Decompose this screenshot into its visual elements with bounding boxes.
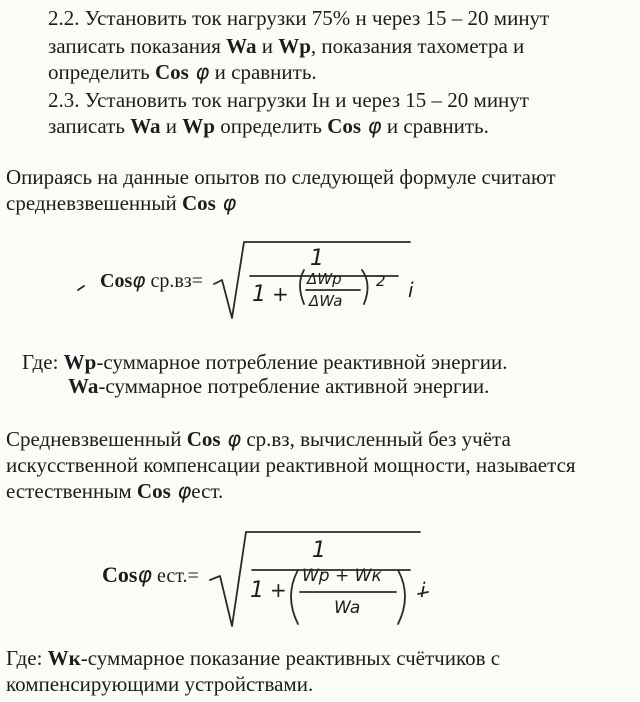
item-2-3-line2	[48, 114, 489, 139]
text: определить	[214, 114, 328, 138]
item-2-2-line1-text: 2.2. Установить ток нагрузки 75% н через 15 – 20 минут	[48, 6, 550, 30]
where2-line2-text: компенсирующими устройствами.	[6, 672, 314, 696]
cos-term: Cos	[327, 114, 362, 138]
where1-line2	[68, 374, 489, 399]
wk-term: Wк	[47, 646, 81, 670]
intro-line2	[6, 191, 236, 216]
formula1-tail: i	[408, 278, 414, 302]
cos-term: Cos	[136, 479, 171, 503]
item-2-2-line3	[48, 60, 317, 85]
phi-symbol: φ	[132, 268, 146, 292]
wa-term: Wa	[68, 374, 99, 398]
phi-symbol: φ	[220, 427, 242, 451]
wp-term: Wp	[63, 350, 97, 374]
formula2-right-paren	[398, 570, 405, 624]
cos-term: Cos	[155, 60, 189, 84]
where2-line1	[6, 646, 500, 671]
phi-symbol: φ	[361, 114, 382, 138]
text: -суммарное потребление активной энергии.	[98, 374, 490, 398]
phi-symbol: φ	[188, 60, 210, 84]
text: Где:	[22, 350, 64, 374]
text: средневзвешенный	[6, 191, 182, 215]
text: записать	[48, 114, 131, 138]
formula2-numerator: 1	[312, 538, 326, 563]
natural-line2	[6, 453, 576, 478]
text: и	[256, 34, 279, 58]
phi-symbol: φ	[170, 479, 192, 503]
formula1-frac-num: ΔWp	[307, 270, 342, 288]
text: и сравнить.	[381, 114, 489, 138]
formula1-frac-den: ΔWa	[309, 292, 343, 310]
formula1-plus: +	[272, 282, 289, 306]
text: ест.=	[151, 565, 199, 587]
text: -суммарное показание реактивных счётчиков с	[80, 646, 501, 670]
wp-term: Wp	[278, 34, 311, 58]
formula2-frac-num: Wp + Wк	[302, 566, 382, 586]
formula2-lhs	[102, 562, 199, 588]
formula2-one: 1	[250, 578, 264, 603]
where1-line1	[22, 350, 507, 375]
formula1-one: 1	[252, 282, 266, 307]
text: ср.вз=	[145, 270, 203, 292]
wa-term: Wa	[130, 114, 161, 138]
cos-term: Cos	[186, 427, 221, 451]
intro-line1-text: Опираясь на данные опытов по следующей формуле считают	[6, 165, 556, 189]
text: и	[160, 114, 183, 138]
cos-term: Cos	[102, 562, 138, 587]
cos-term: Cos	[100, 270, 133, 292]
text: определить	[48, 60, 156, 84]
wp-term: Wp	[182, 114, 215, 138]
formula1-tick-mark	[78, 286, 84, 290]
natural-line2-text: искусственной компенсации реактивной мощности, называется	[6, 453, 576, 477]
formula1-numerator: 1	[310, 246, 324, 271]
text: естественным	[6, 479, 137, 503]
formula1-right-paren	[362, 270, 368, 304]
text: и сравнить.	[209, 60, 317, 84]
item-2-2-line2	[48, 34, 524, 59]
cos-term: Cos	[182, 191, 216, 215]
formula2-frac-den: Wa	[334, 598, 361, 618]
text: ест.	[191, 479, 224, 503]
text: -суммарное потребление реактивной энергии.	[96, 350, 508, 374]
item-2-2-line1	[48, 6, 549, 31]
item-2-3-line1-text: 2.3. Установить ток нагрузки Iн и через 15 – 20 минут	[48, 88, 529, 112]
text: Средневзвешенный	[6, 427, 187, 451]
phi-symbol: φ	[137, 563, 152, 588]
intro-line1	[6, 165, 556, 190]
text: записать показания	[48, 34, 227, 58]
text: ср.вз, вычисленный без учёта	[241, 427, 511, 451]
formula2-plus: +	[270, 578, 287, 602]
formula1-exponent: 2	[376, 272, 386, 290]
natural-line3	[6, 479, 223, 504]
formula1-lhs	[100, 268, 203, 293]
phi-symbol: φ	[215, 191, 237, 215]
item-2-3-line1	[48, 88, 529, 113]
wa-term: Wa	[226, 34, 257, 58]
formula1-left-paren	[300, 270, 304, 304]
natural-line1	[6, 427, 511, 452]
formula2-tail: i	[420, 578, 426, 602]
text: Где:	[6, 646, 48, 670]
where2-line2	[6, 672, 313, 697]
text: , показания тахометра и	[310, 34, 525, 58]
formula2-left-paren	[291, 570, 298, 624]
